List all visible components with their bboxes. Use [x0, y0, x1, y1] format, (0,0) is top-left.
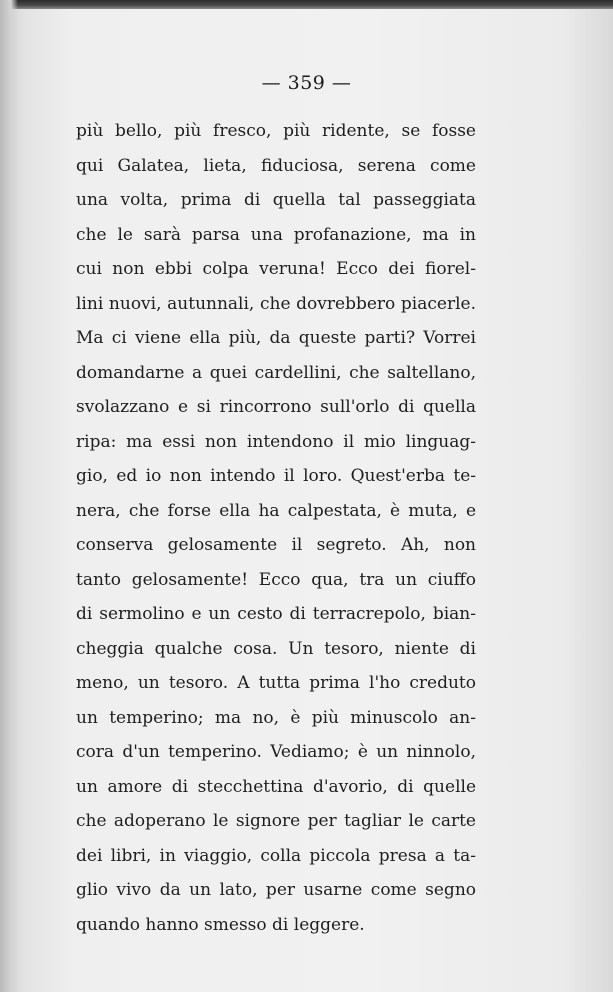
- scan-top-edge: [0, 0, 613, 9]
- text-line: che le sarà parsa una profanazione, ma in: [76, 224, 476, 245]
- page-gutter-shadow: [0, 0, 18, 992]
- text-line: nera, che forse ella ha calpestata, è muta, e: [76, 500, 476, 521]
- text-line: più bello, più fresco, più ridente, se fosse: [76, 121, 476, 141]
- text-line: quando hanno smesso di leggere.: [76, 914, 365, 935]
- text-line: domandarne a quei cardellini, che saltellano,: [76, 362, 476, 383]
- text-line: cui non ebbi colpa veruna! Ecco dei fiorel-: [76, 259, 476, 279]
- text-line: che adoperano le signore per tagliar le carte: [76, 811, 476, 831]
- page-number: — 359 —: [261, 72, 352, 94]
- text-line: di sermolino e un cesto di terracrepolo, bian-: [76, 604, 476, 624]
- text-line: una volta, prima di quella tal passeggiata: [76, 190, 476, 210]
- text-line: tanto gelosamente! Ecco qua, tra un ciuffo: [76, 569, 476, 590]
- text-line: meno, un tesoro. A tutta prima l'ho creduto: [76, 673, 476, 693]
- text-line: lini nuovi, autunnali, che dovrebbero piacerle.: [76, 293, 476, 314]
- text-line: gio, ed io non intendo il loro. Quest'erba te-: [76, 466, 476, 486]
- page-body-text: [76, 114, 476, 942]
- text-line: ripa: ma essi non intendono il mio linguag-: [76, 431, 476, 452]
- text-line: un temperino; ma no, è più minuscolo an-: [76, 707, 476, 728]
- text-line: svolazzano e si rincorrono sull'orlo di quella: [76, 397, 476, 417]
- text-line: un amore di stecchettina d'avorio, di quelle: [76, 776, 476, 797]
- text-line: qui Galatea, lieta, fiduciosa, serena come: [76, 155, 476, 176]
- text-line: glio vivo da un lato, per usarne come segno: [76, 880, 476, 900]
- text-line: Ma ci viene ella più, da queste parti? Vorrei: [76, 328, 476, 348]
- text-line: cheggia qualche cosa. Un tesoro, niente di: [76, 638, 476, 659]
- text-line: cora d'un temperino. Vediamo; è un ninnolo,: [76, 742, 476, 762]
- text-line: conserva gelosamente il segreto. Ah, non: [76, 535, 476, 555]
- text-line: dei libri, in viaggio, colla piccola presa a ta-: [76, 845, 476, 866]
